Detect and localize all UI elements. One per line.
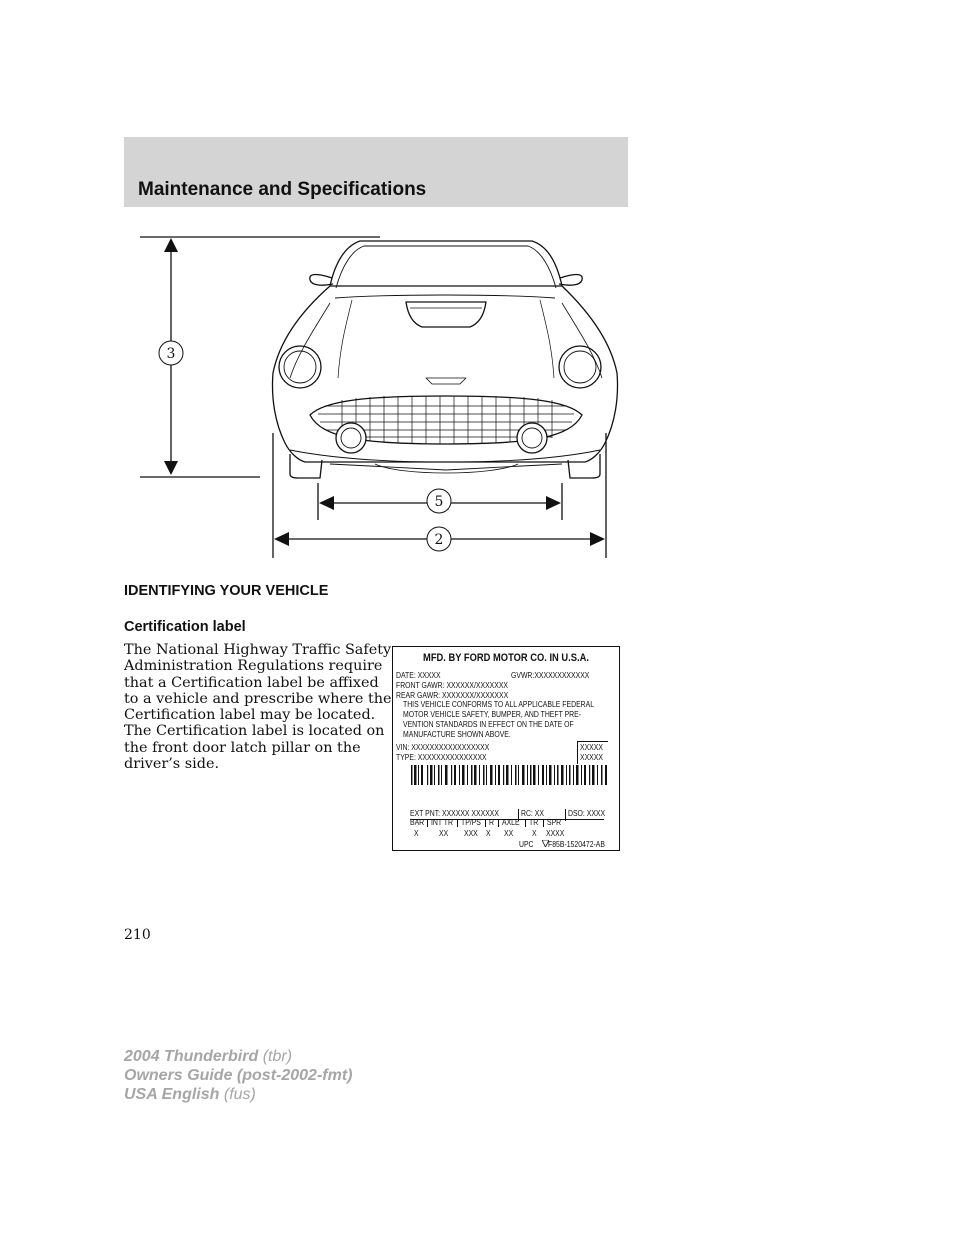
label-conformance-line: MANUFACTURE SHOWN ABOVE. <box>403 730 511 739</box>
code-header-r: R <box>489 818 494 827</box>
callout-3 <box>159 341 183 365</box>
arrow-down-icon <box>164 461 178 475</box>
code-value: XXX <box>464 829 478 838</box>
code-divider <box>525 819 526 827</box>
label-rc: RC: XX <box>521 809 544 818</box>
footer-model-code: (tbr) <box>262 1048 293 1065</box>
code-header-bar: BAR <box>410 818 425 827</box>
label-title: MFD. BY FORD MOTOR CO. IN U.S.A. <box>423 652 589 664</box>
page-number: 210 <box>124 927 151 943</box>
arrow-left-icon <box>319 496 334 510</box>
body-line: to a vehicle and prescribe where the <box>124 690 392 707</box>
label-vin: VIN: XXXXXXXXXXXXXXXXX <box>396 743 490 752</box>
body-line: that a Certification label be affixed <box>124 674 379 691</box>
label-gvwr: GVWR:XXXXXXXXXXXX <box>511 671 590 680</box>
barcode-icon <box>411 765 607 785</box>
code-header-tp-ps: TP/PS <box>461 818 481 827</box>
code-divider <box>485 819 486 827</box>
callout-2 <box>427 527 451 551</box>
code-value: XX <box>504 829 514 838</box>
callout-5 <box>427 489 451 513</box>
code-value: X <box>486 829 491 838</box>
code-header-tr: TR <box>529 818 539 827</box>
body-line: The National Highway Traffic Safety <box>124 642 392 658</box>
label-ext-pnt: EXT PNT: XXXXXX XXXXXX <box>410 809 499 818</box>
arrow-left-icon <box>274 532 289 546</box>
body-line: the front door latch pillar on the <box>124 739 361 756</box>
footer-guide: Owners Guide (post-2002-fmt) <box>124 1067 353 1084</box>
body-paragraph <box>124 642 392 773</box>
label-type: TYPE: XXXXXXXXXXXXXXX <box>396 753 487 762</box>
label-rear-gawr: REAR GAWR: XXXXXXX/XXXXXXX <box>396 691 509 700</box>
code-header-axle: AXLE <box>502 818 520 827</box>
label-conformance-line: THIS VEHICLE CONFORMS TO ALL APPLICABLE FEDERAL <box>403 700 595 709</box>
label-conformance-line: MOTOR VEHICLE SAFETY, BUMPER, AND THEFT PRE- <box>403 710 582 719</box>
code-divider <box>498 819 499 827</box>
body-line: Certification label may be located. <box>124 707 376 724</box>
svg-text:5: 5 <box>434 494 444 510</box>
label-part-number: F85B-1520472-AB <box>548 840 605 849</box>
code-header-spr: SPR <box>547 818 562 827</box>
svg-text:3: 3 <box>166 346 176 362</box>
code-divider <box>457 819 458 827</box>
label-date: DATE: XXXXX <box>396 671 441 680</box>
arrow-right-icon <box>546 496 561 510</box>
car-front-illustration <box>273 241 618 478</box>
label-vin-code: XXXXX <box>580 743 603 752</box>
label-type-code: XXXXX <box>580 753 603 762</box>
code-value: X <box>532 829 537 838</box>
section-heading: IDENTIFYING YOUR VEHICLE <box>124 583 329 599</box>
label-front-gawr: FRONT GAWR: XXXXXX/XXXXXXX <box>396 681 509 690</box>
subsection-heading: Certification label <box>124 619 246 635</box>
code-divider <box>543 819 544 827</box>
svg-text:2: 2 <box>434 532 444 548</box>
document-footer <box>124 1047 352 1104</box>
arrow-up-icon <box>164 238 178 252</box>
section-header-band <box>124 137 628 207</box>
body-line: The Certification label is located on <box>124 723 385 740</box>
code-divider <box>427 819 428 827</box>
code-header-int-tr: INT TR <box>431 818 453 827</box>
footer-language: USA English <box>124 1086 220 1103</box>
footer-model: 2004 Thunderbird <box>124 1048 259 1065</box>
code-value: XXXX <box>546 829 565 838</box>
code-value: X <box>414 829 419 838</box>
label-upc: UPC <box>519 840 534 849</box>
label-conformance-line: VENTION STANDARDS IN EFFECT ON THE DATE OF <box>403 720 574 729</box>
body-line: Administration Regulations require <box>124 658 383 675</box>
footer-language-code: (fus) <box>223 1086 256 1103</box>
label-dso: DSO: XXXX <box>568 809 606 818</box>
code-value: XX <box>439 829 449 838</box>
page-title: Maintenance and Specifications <box>138 179 427 200</box>
arrow-right-icon <box>590 532 605 546</box>
body-line: driver’s side. <box>124 756 220 773</box>
vehicle-dimensions-diagram <box>130 228 620 568</box>
certification-label-illustration <box>392 646 620 851</box>
